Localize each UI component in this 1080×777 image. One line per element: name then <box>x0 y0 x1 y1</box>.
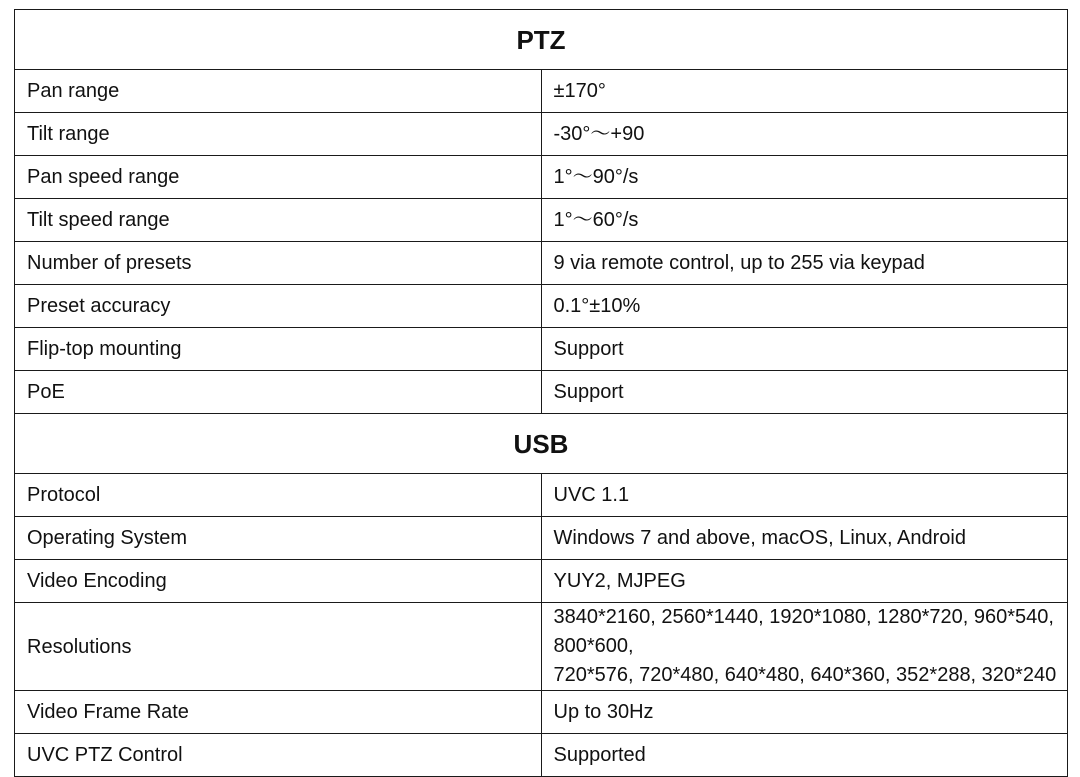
spec-value: Supported <box>541 734 1068 777</box>
spec-value-line: 3840*2160, 2560*1440, 1920*1080, 1280*720, 960*540, 800*600, <box>553 606 1054 657</box>
spec-value: YUY2, MJPEG <box>541 560 1068 603</box>
spec-label: Video Frame Rate <box>15 691 542 734</box>
spec-label: UVC PTZ Control <box>15 734 542 777</box>
section-title-ptz: PTZ <box>15 10 1068 70</box>
table-row <box>15 156 1068 199</box>
table-row <box>15 242 1068 285</box>
section-header-usb <box>15 414 1068 474</box>
spec-value: -30°～+90 <box>541 113 1068 156</box>
spec-value: 1°～90°/s <box>541 156 1068 199</box>
table-row <box>15 371 1068 414</box>
spec-label: Preset accuracy <box>15 285 542 328</box>
spec-value: UVC 1.1 <box>541 474 1068 517</box>
spec-value: 9 via remote control, up to 255 via keypad <box>541 242 1068 285</box>
spec-label: Pan speed range <box>15 156 542 199</box>
table-row <box>15 70 1068 113</box>
spec-label: Resolutions <box>15 603 542 691</box>
spec-value: Up to 30Hz <box>541 691 1068 734</box>
table-row <box>15 517 1068 560</box>
spec-value: ±170° <box>541 70 1068 113</box>
table-row <box>15 285 1068 328</box>
table-row <box>15 474 1068 517</box>
spec-label: Protocol <box>15 474 542 517</box>
table-row <box>15 328 1068 371</box>
spec-label: Tilt range <box>15 113 542 156</box>
spec-label: Flip-top mounting <box>15 328 542 371</box>
spec-value-line: 720*576, 720*480, 640*480, 640*360, 352*288, 320*240 <box>553 664 1057 686</box>
spec-value: Support <box>541 328 1068 371</box>
table-row <box>15 734 1068 777</box>
spec-value: Support <box>541 371 1068 414</box>
spec-label: PoE <box>15 371 542 414</box>
table-row <box>15 603 1068 691</box>
table-row <box>15 691 1068 734</box>
spec-label: Tilt speed range <box>15 199 542 242</box>
section-title-usb: USB <box>15 414 1068 474</box>
spec-label: Video Encoding <box>15 560 542 603</box>
spec-value: 1°～60°/s <box>541 199 1068 242</box>
spec-label: Pan range <box>15 70 542 113</box>
spec-table <box>14 9 1068 777</box>
table-row <box>15 199 1068 242</box>
table-row <box>15 113 1068 156</box>
spec-value: Windows 7 and above, macOS, Linux, Android <box>541 517 1068 560</box>
section-header-ptz <box>15 10 1068 70</box>
spec-value <box>541 603 1068 691</box>
table-row <box>15 560 1068 603</box>
spec-value: 0.1°±10% <box>541 285 1068 328</box>
spec-label: Number of presets <box>15 242 542 285</box>
spec-label: Operating System <box>15 517 542 560</box>
